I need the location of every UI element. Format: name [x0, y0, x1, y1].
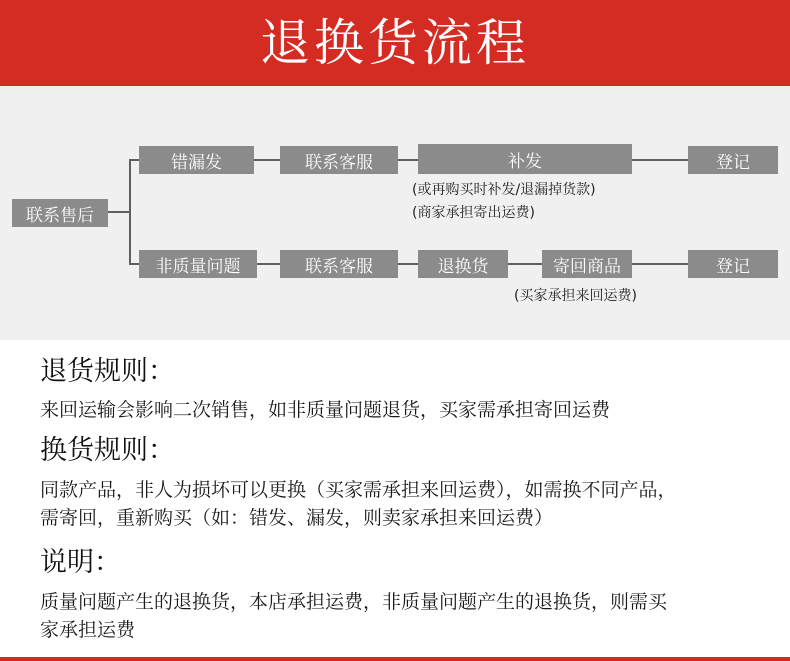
- flow-step-contact-aftersales: 联系售后: [12, 199, 108, 227]
- page-title: 退换货流程: [260, 14, 530, 72]
- return-rules-heading: 退货规则：: [40, 356, 175, 387]
- bottom-accent-bar: [0, 657, 790, 661]
- flow-note-resend-2: (商家承担寄出运费): [412, 205, 535, 221]
- flow-step-non-quality: 非质量问题: [139, 250, 257, 278]
- notes-text-2: 家承担运费: [40, 619, 136, 641]
- return-rules-text: 来回运输会影响二次销售，如非质量问题退货，买家需承担寄回运费: [40, 399, 611, 421]
- exchange-rules-heading: 换货规则：: [40, 435, 175, 466]
- flow-step-contact-service-top: 联系客服: [280, 146, 398, 174]
- notes-heading: 说明：: [40, 547, 121, 578]
- notes-text-1: 质量问题产生的退换货，本店承担运费，非质量问题产生的退换货，则需买: [40, 591, 668, 613]
- flow-step-wrong-missing: 错漏发: [139, 146, 254, 174]
- connector-bottom-branch: [129, 263, 139, 265]
- flow-step-contact-service-bottom: 联系客服: [280, 250, 398, 278]
- flowchart: [0, 86, 790, 340]
- connector-bottom-3: [508, 263, 542, 265]
- flow-note-buyer-pays: (买家承担来回运费): [514, 288, 637, 304]
- connector-top-2: [398, 159, 418, 161]
- flow-step-return-exchange: 退换货: [418, 250, 508, 278]
- connector-start: [108, 211, 130, 213]
- header-banner: [0, 0, 790, 86]
- exchange-rules-text-2: 需寄回，重新购买（如：错发、漏发，则卖家承担来回运费）: [40, 507, 554, 529]
- connector-top-branch: [129, 159, 139, 161]
- connector-top-1: [254, 159, 280, 161]
- flow-step-send-back: 寄回商品: [542, 250, 632, 278]
- connector-bottom-4: [632, 263, 688, 265]
- flow-step-resend: 补发: [418, 144, 632, 174]
- flow-note-resend-1: (或再购买时补发/退漏掉货款): [412, 182, 596, 198]
- flow-step-register-top: 登记: [688, 146, 778, 174]
- connector-bottom-2: [398, 263, 418, 265]
- connector-vertical: [129, 159, 131, 265]
- connector-bottom-1: [257, 263, 280, 265]
- exchange-rules-text-1: 同款产品，非人为损坏可以更换（买家需承担来回运费），如需换不同产品，: [40, 479, 677, 501]
- connector-top-3: [632, 159, 688, 161]
- flow-step-register-bottom: 登记: [688, 250, 778, 278]
